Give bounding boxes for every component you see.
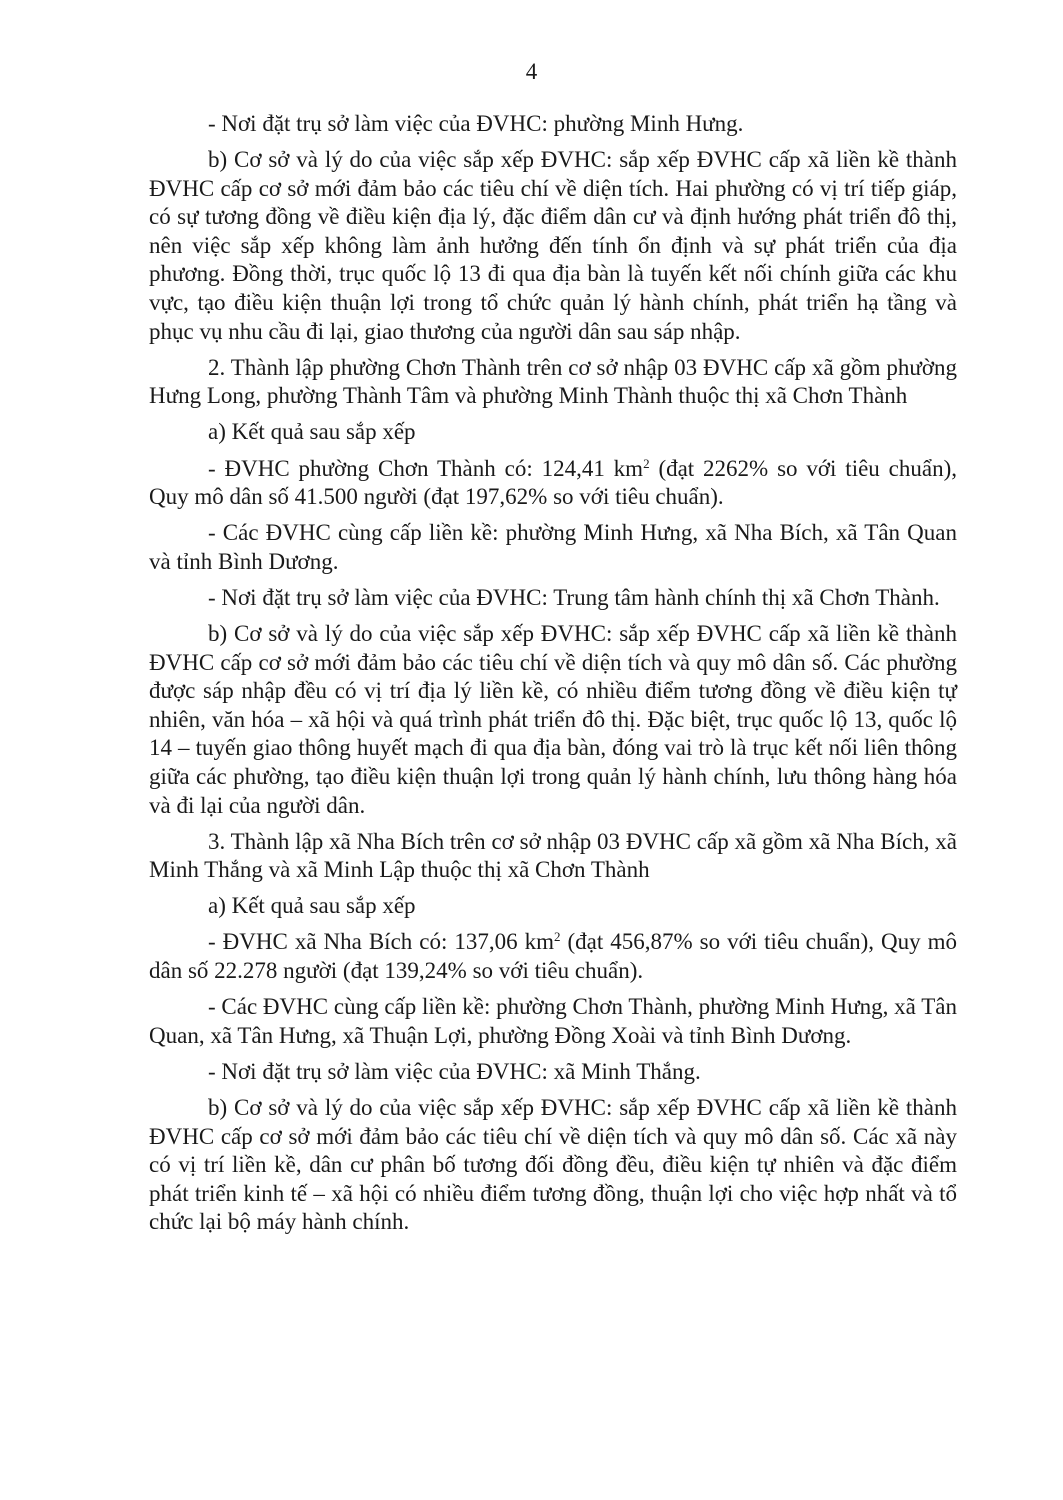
area-text-after: (đạt 456,87% so với tiêu chuẩn), Quy mô dân số 22.278 người (đạt 139,24% so với tiêu chuẩn). [149,929,957,984]
document-body [149,110,957,1244]
paragraph-headquarters-chon-thanh: - Nơi đặt trụ sở làm việc của ĐVHC: Trung tâm hành chính thị xã Chơn Thành. [208,584,940,610]
heading-result-nha-bich: a) Kết quả sau sắp xếp [208,893,416,919]
paragraph-headquarters-minh-hung: - Nơi đặt trụ sở làm việc của ĐVHC: phường Minh Hưng. [208,111,744,136]
area-text-after: (đạt 2262% so với tiêu chuẩn), Quy mô dân số 41.500 người (đạt 197,62% so với tiêu chuẩn). [149,455,957,510]
area-text-before: - ĐVHC xã Nha Bích có: 137,06 km [208,929,555,955]
area-text-before: - ĐVHC phường Chơn Thành có: 124,41 km [208,455,644,481]
paragraph-adjacent-nha-bich: - Các ĐVHC cùng cấp liền kề: phường Chơn Thành, phường Minh Hưng, xã Tân Quan, xã Tân Hưng, xã Thuận Lợi, phường Đồng Xoài và tỉnh Bình Dương. [149,994,957,1048]
heading-section-2-chon-thanh: 2. Thành lập phường Chơn Thành trên cơ sở nhập 03 ĐVHC cấp xã gồm phường Hưng Long, phường Thành Tâm và phường Minh Thành thuộc thị xã Chơn Thành [149,354,957,409]
paragraph-area-chon-thanh [149,455,957,512]
paragraph-reason-minh-hung: b) Cơ sở và lý do của việc sắp xếp ĐVHC: sắp xếp ĐVHC cấp xã liền kề thành ĐVHC cấp cơ sở mới đảm bảo các tiêu chí về diện tích. Hai phường có vị trí tiếp giáp, có sự tương đồng về điều kiện địa lý, đặc điểm dân cư và định hướng phát triển đô thị, nên việc sắp xếp không làm ảnh hưởng đến tính ổn định và sự phát triển của địa phương. Đồng thời, trục quốc lộ 13 đi qua địa bàn là tuyến kết nối chính giữa các khu vực, tạo điều kiện thuận lợi trong tổ chức quản lý hành chính, phát triển hạ tầng và phục vụ nhu cầu đi lại, giao thương của người dân sau sáp nhập. [149,147,957,344]
paragraph-reason-nha-bich: b) Cơ sở và lý do của việc sắp xếp ĐVHC: sắp xếp ĐVHC cấp xã liền kề thành ĐVHC cấp cơ sở mới đảm bảo các tiêu chí về diện tích và quy mô dân số. Các xã này có vị trí liền kề, dân cư phân bố tương đối đồng đều, điều kiện tự nhiên và đặc điểm phát triển kinh tế – xã hội có nhiều điểm tương đồng, thuận lợi cho việc hợp nhất và tổ chức lại bộ máy hành chính. [149,1094,957,1235]
page-number: 4 [525,59,538,84]
paragraph-adjacent-chon-thanh: - Các ĐVHC cùng cấp liền kề: phường Minh Hưng, xã Nha Bích, xã Tân Quan và tỉnh Bình Dương. [149,520,957,574]
paragraph-reason-chon-thanh: b) Cơ sở và lý do của việc sắp xếp ĐVHC: sắp xếp ĐVHC cấp xã liền kề thành ĐVHC cấp cơ sở mới đảm bảo các tiêu chí về diện tích và quy mô dân số. Các phường được sáp nhập đều có vị trí địa lý liền kề, có nhiều điểm tương đồng về điều kiện tự nhiên, văn hóa – xã hội và quá trình phát triển đô thị. Đặc biệt, trục quốc lộ 13, quốc lộ 14 – tuyến giao thông huyết mạch đi qua địa bàn, đóng vai trò là trục kết nối liên thông giữa các phường, tạo điều kiện thuận lợi trong quản lý hành chính, lưu thông hàng hóa và đi lại của người dân. [149,621,957,818]
area-superscript: 2 [554,929,561,945]
area-superscript: 2 [643,455,650,471]
paragraph-area-nha-bich [149,928,957,985]
paragraph-headquarters-nha-bich: - Nơi đặt trụ sở làm việc của ĐVHC: xã Minh Thắng. [208,1058,701,1084]
heading-result-chon-thanh: a) Kết quả sau sắp xếp [208,419,416,445]
heading-section-3-nha-bich: 3. Thành lập xã Nha Bích trên cơ sở nhập 03 ĐVHC cấp xã gồm xã Nha Bích, xã Minh Thắng và xã Minh Lập thuộc thị xã Chơn Thành [149,828,957,883]
